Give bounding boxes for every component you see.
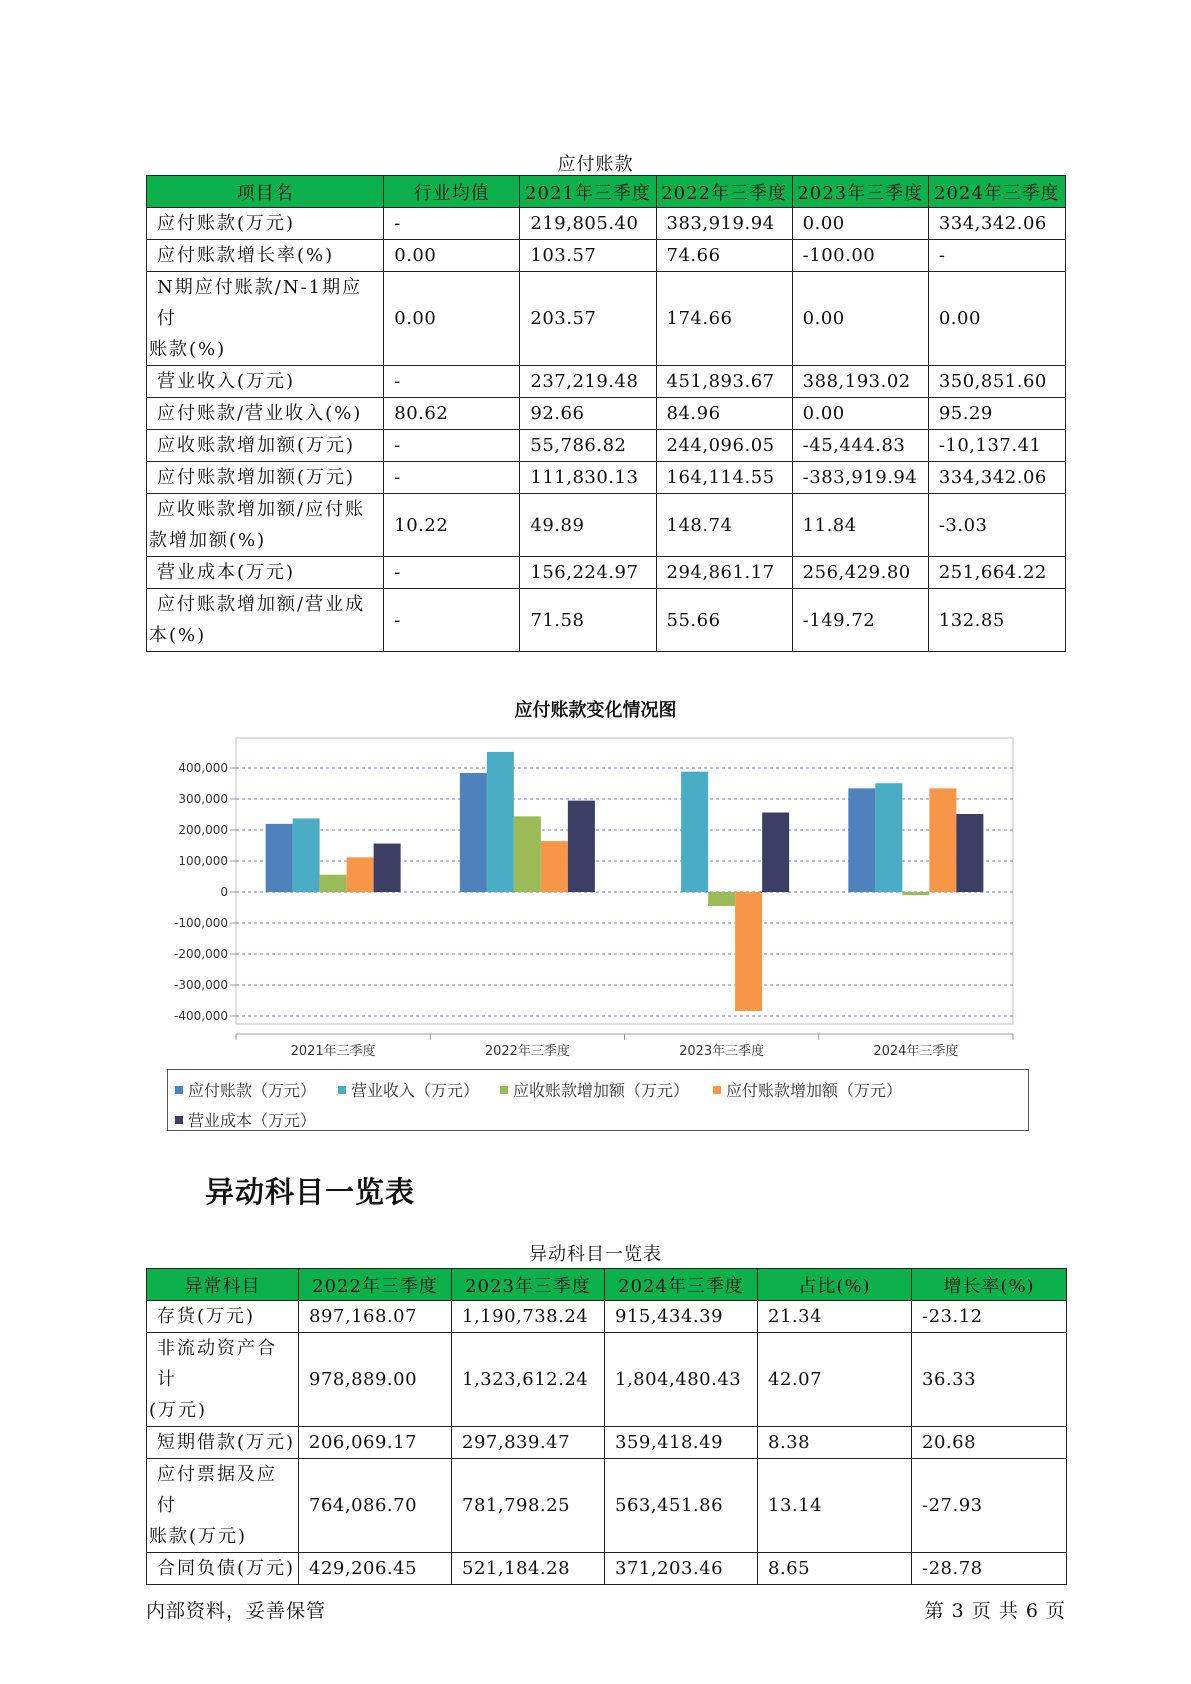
legend-swatch [175, 1086, 183, 1094]
col-header: 2023年三季度 [792, 176, 928, 208]
cell: 111,830.13 [520, 462, 656, 494]
cell: 206,069.17 [299, 1427, 452, 1459]
row-label: 应付账款/营业收入(%) [147, 398, 384, 430]
bar [487, 752, 514, 892]
cell: 174.66 [656, 272, 792, 366]
row-label: 应收账款增加额(万元) [147, 430, 384, 462]
y-tick-label: 300,000 [178, 792, 228, 806]
row-label-line2: (万元) [149, 1400, 208, 1421]
cell: 13.14 [758, 1459, 912, 1553]
cell: 0.00 [928, 272, 1065, 366]
cell: 334,342.06 [928, 208, 1065, 240]
cell: - [384, 366, 520, 398]
bar [374, 844, 401, 892]
row-label-line2: 账款(万元) [149, 1526, 248, 1547]
row-label-line1: N期应付账款/N-1期应付 [157, 277, 363, 329]
row-label: 应付账款增加额(万元) [147, 462, 384, 494]
cell: 55,786.82 [520, 430, 656, 462]
cell: 1,323,612.24 [452, 1333, 605, 1427]
table-row [147, 1553, 1067, 1585]
cell: -10,137.41 [928, 430, 1065, 462]
cell: 1,804,480.43 [605, 1333, 758, 1427]
y-tick-label: 200,000 [178, 823, 228, 837]
cell: 297,839.47 [452, 1427, 605, 1459]
cell: -28.78 [912, 1553, 1067, 1585]
cell: -3.03 [928, 494, 1065, 557]
row-label-line1: 应收账款增加额/应付账 [157, 499, 366, 520]
cell: 781,798.25 [452, 1459, 605, 1553]
row-label-line2: 账款(%) [149, 339, 227, 360]
bar [848, 788, 875, 892]
cell: 11.84 [792, 494, 928, 557]
bar [681, 772, 708, 892]
y-tick-label: 100,000 [178, 854, 228, 868]
cell: 0.00 [792, 272, 928, 366]
row-label-line1: 应付账款增加额/营业成 [157, 594, 366, 615]
y-tick-label: -300,000 [174, 978, 228, 992]
cell: 429,206.45 [299, 1553, 452, 1585]
bar [929, 788, 956, 892]
cell: 20.68 [912, 1427, 1067, 1459]
legend-item [175, 1108, 316, 1131]
bar [956, 814, 983, 892]
cell: 978,889.00 [299, 1333, 452, 1427]
cell: 359,418.49 [605, 1427, 758, 1459]
cell: 451,893.67 [656, 366, 792, 398]
cell: 383,919.94 [656, 208, 792, 240]
bar [875, 783, 902, 892]
cell: - [928, 240, 1065, 272]
row-label [147, 1333, 299, 1427]
table-header-row [147, 1269, 1067, 1301]
x-tick-label: 2021年三季度 [290, 1044, 376, 1059]
bar [568, 801, 595, 892]
row-label-line2: 本(%) [149, 625, 207, 646]
cell: 256,429.80 [792, 557, 928, 589]
cell: - [384, 208, 520, 240]
cell: 156,224.97 [520, 557, 656, 589]
bar [902, 892, 929, 895]
row-label-line2: 款增加额(%) [149, 530, 267, 551]
row-label: 短期借款(万元) [147, 1427, 299, 1459]
cell: 71.58 [520, 589, 656, 652]
cell: 8.38 [758, 1427, 912, 1459]
cell: 148.74 [656, 494, 792, 557]
col-header: 2024年三季度 [605, 1269, 758, 1301]
cell: 10.22 [384, 494, 520, 557]
cell: 80.62 [384, 398, 520, 430]
bar [762, 813, 789, 892]
cell: 1,190,738.24 [452, 1301, 605, 1333]
footer-note: 内部资料，妥善保管 [146, 1600, 327, 1622]
legend-swatch [338, 1086, 346, 1094]
row-label-line1: 非流动资产合计 [157, 1338, 277, 1390]
cell: - [384, 557, 520, 589]
legend-label: 应收账款增加额（万元） [513, 1081, 690, 1100]
cell: 49.89 [520, 494, 656, 557]
bar [708, 892, 735, 906]
cell: -149.72 [792, 589, 928, 652]
cell: 42.07 [758, 1333, 912, 1427]
cell: -45,444.83 [792, 430, 928, 462]
x-tick-label: 2023年三季度 [679, 1044, 765, 1059]
cell: 521,184.28 [452, 1553, 605, 1585]
table-row [147, 1459, 1067, 1553]
cell: 103.57 [520, 240, 656, 272]
bar [514, 816, 541, 892]
col-header: 2024年三季度 [928, 176, 1065, 208]
cell: 334,342.06 [928, 462, 1065, 494]
legend-item [500, 1078, 689, 1101]
chart-x-axis [291, 1043, 959, 1059]
cell: - [384, 462, 520, 494]
bar [320, 875, 347, 892]
page-number: 第 3 页 共 6 页 [924, 1600, 1066, 1622]
cell: - [384, 589, 520, 652]
cell: -27.93 [912, 1459, 1067, 1553]
table-row [147, 1333, 1067, 1427]
cell: 164,114.55 [656, 462, 792, 494]
table1-caption: 应付账款 [557, 154, 634, 175]
cell: 0.00 [384, 272, 520, 366]
y-tick-label: -200,000 [174, 947, 228, 961]
col-header: 异常科目 [147, 1269, 299, 1301]
legend-swatch [713, 1086, 721, 1094]
cell: 563,451.86 [605, 1459, 758, 1553]
col-header: 增长率(%) [912, 1269, 1067, 1301]
cell: 219,805.40 [520, 208, 656, 240]
cell: 8.65 [758, 1553, 912, 1585]
cell: 36.33 [912, 1333, 1067, 1427]
col-header: 占比(%) [758, 1269, 912, 1301]
legend-swatch [175, 1116, 183, 1124]
cell: 237,219.48 [520, 366, 656, 398]
row-label [147, 1459, 299, 1553]
cell: 21.34 [758, 1301, 912, 1333]
y-tick-label: -400,000 [174, 1009, 228, 1023]
cell: 0.00 [792, 398, 928, 430]
cell: 92.66 [520, 398, 656, 430]
cell: -383,919.94 [792, 462, 928, 494]
cell: 764,086.70 [299, 1459, 452, 1553]
section-heading: 异动科目一览表 [205, 1175, 416, 1209]
chart-legend [167, 1069, 1029, 1131]
col-header: 行业均值 [384, 176, 520, 208]
cell: 203.57 [520, 272, 656, 366]
legend-item [175, 1078, 316, 1101]
legend-swatch [500, 1086, 508, 1094]
col-header: 2021年三季度 [520, 176, 656, 208]
x-tick-label: 2024年三季度 [873, 1044, 959, 1059]
row-label: 营业成本(万元) [147, 557, 384, 589]
col-header: 2022年三季度 [656, 176, 792, 208]
cell: -23.12 [912, 1301, 1067, 1333]
cell: - [384, 430, 520, 462]
bar [541, 841, 568, 892]
cell: 915,434.39 [605, 1301, 758, 1333]
y-tick-label: 0 [220, 885, 228, 899]
cell: 74.66 [656, 240, 792, 272]
bar [735, 892, 762, 1011]
anomaly-table [146, 1268, 1067, 1585]
y-tick-label: 400,000 [178, 761, 228, 775]
bar [266, 824, 293, 892]
cell: 897,168.07 [299, 1301, 452, 1333]
legend-label: 营业成本（万元） [188, 1111, 317, 1130]
legend-label: 营业收入（万元） [351, 1081, 480, 1100]
row-label-line1: 应付票据及应付 [157, 1464, 277, 1516]
legend-label: 应付账款增加额（万元） [726, 1081, 903, 1100]
chart-y-axis [174, 761, 228, 1023]
cell: 251,664.22 [928, 557, 1065, 589]
col-header: 2023年三季度 [452, 1269, 605, 1301]
cell: 244,096.05 [656, 430, 792, 462]
row-label: 合同负债(万元) [147, 1553, 299, 1585]
cell: 0.00 [384, 240, 520, 272]
row-label: 营业收入(万元) [147, 366, 384, 398]
row-label: 应付账款(万元) [147, 208, 384, 240]
legend-item [713, 1078, 902, 1101]
cell: 350,851.60 [928, 366, 1065, 398]
cell: 388,193.02 [792, 366, 928, 398]
legend-item [338, 1078, 479, 1101]
cell: 84.96 [656, 398, 792, 430]
table-row [147, 1427, 1067, 1459]
table-row [147, 1301, 1067, 1333]
cell: 95.29 [928, 398, 1065, 430]
x-tick-label: 2022年三季度 [484, 1044, 570, 1059]
row-label: 应付账款增长率(%) [147, 240, 384, 272]
bar [347, 857, 374, 892]
cell: -100.00 [792, 240, 928, 272]
col-header: 2022年三季度 [299, 1269, 452, 1301]
cell: 55.66 [656, 589, 792, 652]
col-header: 项目名 [147, 176, 384, 208]
cell: 0.00 [792, 208, 928, 240]
table2-caption: 异动科目一览表 [529, 1244, 662, 1265]
bar [460, 773, 487, 892]
bar [293, 818, 320, 892]
cell: 371,203.46 [605, 1553, 758, 1585]
cell: 132.85 [928, 589, 1065, 652]
cell: 294,861.17 [656, 557, 792, 589]
chart-title: 应付账款变化情况图 [514, 700, 677, 721]
y-tick-label: -100,000 [174, 916, 228, 930]
legend-label: 应付账款（万元） [188, 1081, 317, 1100]
row-label: 存货(万元) [147, 1301, 299, 1333]
